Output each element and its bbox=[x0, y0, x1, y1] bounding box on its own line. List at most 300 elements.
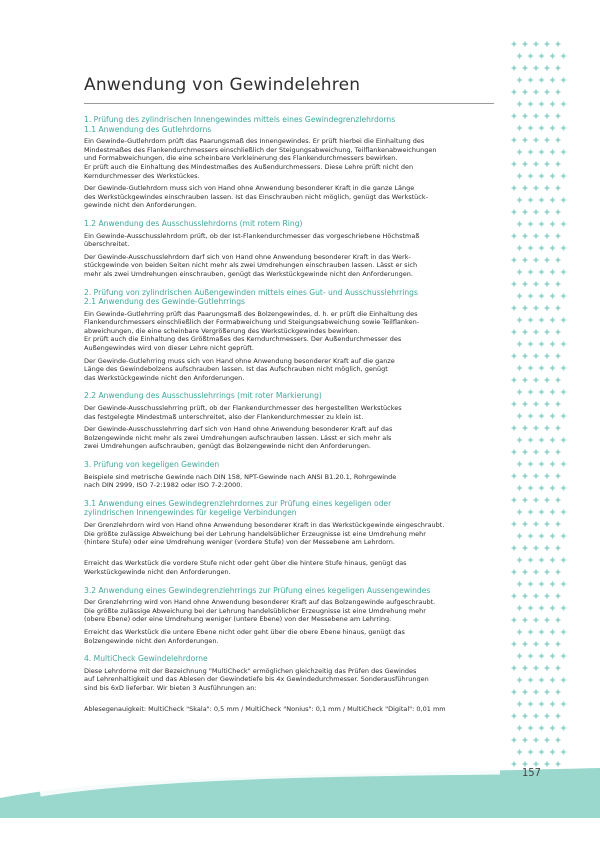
star-glyph bbox=[516, 557, 522, 563]
star-glyph bbox=[527, 437, 533, 443]
star-glyph bbox=[533, 617, 539, 623]
star-glyph bbox=[549, 749, 555, 755]
body-paragraph: Ein Gewinde-Ausschusslehrdorn prüft, ob der Ist-Flankendurchmesser das vorgeschriebene Höchstmaß überschreitet. bbox=[84, 231, 420, 249]
body-paragraph: Der Grenzlehrring wird von Hand ohne Anwendung besonderer Kraft auf das Bolzengewinde aufgeschraubt. Die größte zulässige Abweichung bei der Lehrung handelsüblicher Erzeugnisse ist eine Umdrehung mehr (obere Ebene) oder eine Umdrehung weniger (untere Ebene) von der Messebene am Lehrring. bbox=[84, 598, 436, 624]
star-glyph bbox=[544, 353, 550, 359]
star-glyph bbox=[522, 377, 528, 383]
star-glyph bbox=[527, 341, 533, 347]
star-glyph bbox=[533, 401, 539, 407]
star-glyph bbox=[527, 557, 533, 563]
star-glyph bbox=[544, 737, 550, 743]
body-paragraph: Ablesegenauigkeit: MultiCheck "Skala": 0,5 mm / MultiCheck "Nonius": 0,1 mm / MultiCheck "Digital": 0,01 mm bbox=[84, 705, 446, 714]
star-glyph bbox=[511, 353, 517, 359]
star-glyph bbox=[549, 725, 555, 731]
star-glyph bbox=[560, 293, 566, 299]
star-glyph bbox=[555, 449, 561, 455]
star-glyph bbox=[560, 461, 566, 467]
star-glyph bbox=[560, 341, 566, 347]
body-paragraph: Erreicht das Werkstück die untere Ebene nicht oder geht über die obere Ebene hinaus, genügt das Bolzengewinde nicht den Anforderungen. bbox=[84, 627, 405, 645]
star-glyph bbox=[538, 317, 544, 323]
star-glyph bbox=[544, 665, 550, 671]
star-glyph bbox=[549, 317, 555, 323]
star-glyph bbox=[516, 173, 522, 179]
star-glyph bbox=[527, 485, 533, 491]
star-glyph bbox=[538, 629, 544, 635]
star-glyph bbox=[527, 125, 533, 131]
star-glyph bbox=[544, 161, 550, 167]
star-glyph bbox=[533, 521, 539, 527]
star-glyph bbox=[511, 377, 517, 383]
star-glyph bbox=[555, 617, 561, 623]
star-glyph bbox=[549, 221, 555, 227]
star-glyph bbox=[560, 149, 566, 155]
star-glyph bbox=[549, 245, 555, 251]
star-glyph bbox=[538, 557, 544, 563]
star-glyph bbox=[511, 113, 517, 119]
star-glyph bbox=[511, 89, 517, 95]
star-glyph bbox=[555, 425, 561, 431]
star-glyph bbox=[544, 209, 550, 215]
star-glyph bbox=[522, 593, 528, 599]
star-glyph bbox=[522, 713, 528, 719]
star-glyph bbox=[522, 425, 528, 431]
star-glyph bbox=[522, 89, 528, 95]
star-glyph bbox=[549, 437, 555, 443]
star-glyph bbox=[538, 725, 544, 731]
star-glyph bbox=[533, 497, 539, 503]
star-glyph bbox=[538, 701, 544, 707]
star-glyph bbox=[555, 521, 561, 527]
star-glyph bbox=[560, 173, 566, 179]
star-glyph bbox=[560, 725, 566, 731]
star-glyph bbox=[516, 629, 522, 635]
star-glyph bbox=[527, 245, 533, 251]
star-glyph bbox=[555, 377, 561, 383]
star-glyph bbox=[538, 149, 544, 155]
star-glyph bbox=[544, 329, 550, 335]
star-glyph bbox=[527, 677, 533, 683]
star-glyph bbox=[549, 341, 555, 347]
star-glyph bbox=[516, 101, 522, 107]
star-glyph bbox=[555, 665, 561, 671]
star-glyph bbox=[555, 641, 561, 647]
star-glyph bbox=[522, 401, 528, 407]
star-glyph bbox=[538, 101, 544, 107]
star-glyph bbox=[538, 605, 544, 611]
star-glyph bbox=[522, 329, 528, 335]
star-glyph bbox=[538, 125, 544, 131]
star-glyph bbox=[538, 245, 544, 251]
star-glyph bbox=[516, 605, 522, 611]
star-glyph bbox=[522, 641, 528, 647]
star-glyph bbox=[516, 413, 522, 419]
star-glyph bbox=[555, 329, 561, 335]
body-paragraph: Diese Lehrdorne mit der Bezeichnung "MultiCheck" ermöglichen gleichzeitig das Prüfen des Gewindes auf Lehrenhaltigkeit und das Ablesen der Gewindetiefe bis 4x Gewindedurchmesser. Sonderausführungen sind bis 6xD lieferbar. Wir bieten 3 Ausführungen an: bbox=[84, 666, 429, 692]
star-glyph bbox=[527, 101, 533, 107]
star-glyph bbox=[555, 41, 561, 47]
star-glyph bbox=[516, 77, 522, 83]
star-glyph bbox=[555, 161, 561, 167]
star-glyph bbox=[527, 629, 533, 635]
star-glyph bbox=[549, 53, 555, 59]
star-glyph bbox=[527, 269, 533, 275]
star-glyph bbox=[511, 209, 517, 215]
star-glyph bbox=[511, 737, 517, 743]
star-glyph bbox=[533, 449, 539, 455]
star-glyph bbox=[533, 569, 539, 575]
star-glyph bbox=[544, 713, 550, 719]
star-glyph bbox=[555, 497, 561, 503]
star-glyph bbox=[522, 305, 528, 311]
star-glyph bbox=[538, 461, 544, 467]
section-heading-1: 1. Prüfung des zylindrischen Innengewindes mittels eines Gewindegrenzlehrdorns 1.1 Anwendung des Gutlehrdorns bbox=[84, 115, 396, 134]
star-glyph bbox=[522, 41, 528, 47]
star-glyph bbox=[549, 293, 555, 299]
star-glyph bbox=[544, 497, 550, 503]
star-glyph bbox=[560, 437, 566, 443]
star-glyph bbox=[516, 317, 522, 323]
star-glyph bbox=[560, 197, 566, 203]
section-heading-3-1: 3.1 Anwendung eines Gewindegrenzlehrdornes zur Prüfung eines kegeligen oder zylindrischen Innengewindes für kegelige Verbindungen bbox=[84, 498, 392, 518]
body-paragraph: Ein Gewinde-Gutlehrring prüft das Paarungsmaß des Bolzengewindes, d. h. er prüft die Einhaltung des Flankendurchmessers einschließlich der Formabweichung und Steigungsabweichung sowie Teilflanken- abweichungen, die eine scheinbare Vergrößerung des Werkstückgewindes bewirken. Er prüft auch die Einhaltung des Größtmaßes des Kerndurchmessers. Der Außendurchmesser des Außengewindes wird von dieser Lehre nicht geprüft. bbox=[84, 309, 420, 353]
star-glyph bbox=[549, 101, 555, 107]
star-glyph bbox=[555, 473, 561, 479]
star-glyph bbox=[538, 749, 544, 755]
star-glyph bbox=[544, 545, 550, 551]
star-glyph bbox=[516, 269, 522, 275]
star-glyph bbox=[533, 689, 539, 695]
star-glyph bbox=[538, 389, 544, 395]
star-glyph bbox=[533, 281, 539, 287]
star-glyph bbox=[560, 509, 566, 515]
star-glyph bbox=[560, 101, 566, 107]
star-glyph bbox=[549, 269, 555, 275]
star-glyph bbox=[549, 125, 555, 131]
star-glyph bbox=[527, 581, 533, 587]
star-glyph bbox=[549, 389, 555, 395]
star-glyph bbox=[538, 293, 544, 299]
star-glyph bbox=[544, 65, 550, 71]
star-glyph bbox=[544, 305, 550, 311]
star-glyph bbox=[533, 353, 539, 359]
star-glyph bbox=[544, 185, 550, 191]
decorative-bottom-wave bbox=[0, 758, 600, 818]
star-glyph bbox=[527, 533, 533, 539]
star-glyph bbox=[538, 677, 544, 683]
star-glyph bbox=[527, 461, 533, 467]
star-glyph bbox=[511, 713, 517, 719]
star-glyph bbox=[516, 677, 522, 683]
star-glyph bbox=[511, 497, 517, 503]
star-glyph bbox=[527, 389, 533, 395]
star-glyph bbox=[522, 137, 528, 143]
star-glyph bbox=[527, 197, 533, 203]
section-heading-2: 2. Prüfung von zylindrischen Außengewinden mittels eines Gut- und Ausschusslehrrings 2.1 Anwendung des Gewinde-Gutlehrrings bbox=[84, 287, 418, 307]
star-glyph bbox=[511, 689, 517, 695]
star-glyph bbox=[511, 137, 517, 143]
decorative-star-pattern bbox=[508, 38, 568, 818]
star-glyph bbox=[544, 377, 550, 383]
star-glyph bbox=[549, 629, 555, 635]
star-glyph bbox=[538, 77, 544, 83]
star-glyph bbox=[516, 461, 522, 467]
star-glyph bbox=[533, 305, 539, 311]
star-glyph bbox=[511, 521, 517, 527]
star-glyph bbox=[560, 533, 566, 539]
star-glyph bbox=[544, 233, 550, 239]
star-glyph bbox=[538, 341, 544, 347]
section-heading-3-2: 3.2 Anwendung eines Gewindegrenzlehrrings zur Prüfung eines kegeligen Aussengewindes bbox=[84, 585, 431, 595]
star-glyph bbox=[538, 485, 544, 491]
star-glyph bbox=[533, 161, 539, 167]
star-glyph bbox=[511, 305, 517, 311]
star-glyph bbox=[516, 389, 522, 395]
star-glyph bbox=[538, 221, 544, 227]
star-glyph bbox=[533, 233, 539, 239]
star-glyph bbox=[522, 185, 528, 191]
star-glyph bbox=[555, 737, 561, 743]
star-glyph bbox=[549, 461, 555, 467]
star-glyph bbox=[511, 641, 517, 647]
star-glyph bbox=[516, 533, 522, 539]
star-glyph bbox=[555, 233, 561, 239]
star-glyph bbox=[522, 545, 528, 551]
star-glyph bbox=[511, 665, 517, 671]
star-glyph bbox=[527, 749, 533, 755]
star-glyph bbox=[527, 605, 533, 611]
star-glyph bbox=[511, 401, 517, 407]
star-glyph bbox=[560, 389, 566, 395]
page-number: 157 bbox=[522, 766, 541, 779]
star-glyph bbox=[511, 161, 517, 167]
star-glyph bbox=[533, 593, 539, 599]
star-glyph bbox=[549, 533, 555, 539]
star-glyph bbox=[516, 197, 522, 203]
star-glyph bbox=[533, 137, 539, 143]
star-glyph bbox=[549, 677, 555, 683]
star-glyph bbox=[533, 113, 539, 119]
body-paragraph: Ein Gewinde-Gutlehrdorn prüft das Paarungsmaß des Innengewindes. Er prüft hierbei die Einhaltung des Mindestmaßes des Flankendurchmessers einschließlich der Steigungsabweichung, Teilflankenabweichungen und Formabweichungen, die eine scheinbare Verkleinerung des Flankendurchmessers bewirken. Er prüft auch die Einhaltung des Mindestmaßes des Außendurchmessers. Diese Lehre prüft nicht den Kerndurchmesser des Werkstückes. bbox=[84, 137, 437, 180]
section-heading-4: 4. MultiCheck Gewindelehrdorne bbox=[84, 654, 208, 664]
star-glyph bbox=[560, 749, 566, 755]
star-glyph bbox=[544, 41, 550, 47]
star-glyph bbox=[516, 149, 522, 155]
star-glyph bbox=[533, 329, 539, 335]
star-glyph bbox=[516, 509, 522, 515]
star-glyph bbox=[538, 365, 544, 371]
star-glyph bbox=[555, 281, 561, 287]
star-glyph bbox=[511, 545, 517, 551]
star-glyph bbox=[522, 233, 528, 239]
star-glyph bbox=[549, 197, 555, 203]
star-glyph bbox=[560, 221, 566, 227]
star-glyph bbox=[555, 185, 561, 191]
star-glyph bbox=[555, 137, 561, 143]
body-paragraph: Beispiele sind metrische Gewinde nach DIN 158, NPT-Gewinde nach ANSI B1.20.1, Rohrgewinde nach DIN 2999, ISO 7-2:1982 oder ISO 7-2:2000. bbox=[84, 472, 397, 490]
star-glyph bbox=[533, 737, 539, 743]
star-glyph bbox=[560, 629, 566, 635]
star-glyph bbox=[522, 353, 528, 359]
body-paragraph: Der Gewinde-Gutlehrring muss sich von Hand ohne Anwendung besonderer Kraft auf die ganze Länge des Gewindebolzens aufschrauben lassen. Ist das Aufschrauben nicht möglich, genügt das Werkstückgewinde nicht den Anforderungen. bbox=[84, 356, 395, 382]
star-glyph bbox=[527, 701, 533, 707]
star-glyph bbox=[522, 665, 528, 671]
star-glyph bbox=[533, 713, 539, 719]
section-heading-3: 3. Prüfung von kegeligen Gewinden bbox=[84, 460, 220, 469]
star-glyph bbox=[516, 725, 522, 731]
star-glyph bbox=[544, 113, 550, 119]
star-glyph bbox=[533, 641, 539, 647]
star-glyph bbox=[522, 497, 528, 503]
star-glyph bbox=[538, 437, 544, 443]
star-glyph bbox=[538, 173, 544, 179]
star-glyph bbox=[560, 557, 566, 563]
star-glyph bbox=[522, 617, 528, 623]
star-glyph bbox=[549, 509, 555, 515]
star-glyph bbox=[555, 353, 561, 359]
star-glyph bbox=[511, 65, 517, 71]
star-glyph bbox=[522, 521, 528, 527]
star-glyph bbox=[522, 161, 528, 167]
body-paragraph: Der Grenzlehrdorn wird von Hand ohne Anwendung besonderer Kraft in das Werkstückgewinde eingeschraubt. Die größte zulässige Abweichung bei der Lehrung handelsüblicher Erzeugnisse ist eine Umdrehung mehr (hintere Stufe) oder eine Umdrehung weniger (vordere Stufe) von der Messebene am Lehrdorn. bbox=[84, 520, 445, 547]
star-glyph bbox=[533, 665, 539, 671]
star-glyph bbox=[555, 113, 561, 119]
star-glyph bbox=[522, 449, 528, 455]
star-glyph bbox=[544, 521, 550, 527]
star-glyph bbox=[560, 653, 566, 659]
star-glyph bbox=[516, 485, 522, 491]
star-glyph bbox=[527, 293, 533, 299]
star-glyph bbox=[560, 53, 566, 59]
star-glyph bbox=[527, 53, 533, 59]
star-glyph bbox=[527, 509, 533, 515]
star-glyph bbox=[527, 413, 533, 419]
star-glyph bbox=[516, 125, 522, 131]
section-heading-2-2: 2.2 Anwendung des Ausschusslehrrings (mit roter Markierung) bbox=[84, 391, 322, 401]
star-glyph bbox=[544, 689, 550, 695]
star-glyph bbox=[533, 185, 539, 191]
star-glyph bbox=[549, 701, 555, 707]
star-glyph bbox=[549, 413, 555, 419]
star-glyph bbox=[522, 737, 528, 743]
star-glyph bbox=[511, 281, 517, 287]
star-glyph bbox=[511, 473, 517, 479]
star-glyph bbox=[544, 569, 550, 575]
star-glyph bbox=[516, 749, 522, 755]
star-glyph bbox=[555, 305, 561, 311]
star-glyph bbox=[527, 149, 533, 155]
star-glyph bbox=[544, 617, 550, 623]
star-glyph bbox=[544, 257, 550, 263]
document-body bbox=[84, 115, 494, 718]
star-glyph bbox=[560, 269, 566, 275]
star-glyph bbox=[522, 113, 528, 119]
star-glyph bbox=[544, 449, 550, 455]
star-glyph bbox=[516, 341, 522, 347]
star-glyph bbox=[533, 41, 539, 47]
star-glyph bbox=[511, 569, 517, 575]
star-glyph bbox=[560, 125, 566, 131]
star-glyph bbox=[516, 581, 522, 587]
star-glyph bbox=[533, 209, 539, 215]
star-glyph bbox=[533, 89, 539, 95]
star-glyph bbox=[549, 485, 555, 491]
star-glyph bbox=[549, 149, 555, 155]
body-paragraph: Der Gewinde-Gutlehrdorn muss sich von Hand ohne Anwendung besonderer Kraft in die ganze Länge des Werkstückgewindes einschrauben lassen. Ist das Einschrauben nicht möglich, genügt das Werkstück- gewinde nicht den Anforderungen. bbox=[84, 184, 428, 210]
star-glyph bbox=[544, 401, 550, 407]
body-paragraph: Der Gewinde-Ausschusslehrdorn darf sich von Hand ohne Anwendung besonderer Kraft in das Werk- stückgewinde von beiden Seiten nicht mehr als zwei Umdrehungen einschrauben lassen. Lässt er sich mehr als zwei Umdrehungen einschrauben, genügt das Werkstückgewinde nicht den Anforderungen. bbox=[84, 252, 418, 278]
star-glyph bbox=[511, 329, 517, 335]
star-glyph bbox=[560, 365, 566, 371]
star-glyph bbox=[544, 89, 550, 95]
star-glyph bbox=[538, 413, 544, 419]
star-glyph bbox=[549, 581, 555, 587]
body-paragraph: Der Gewinde-Ausschusslehrring prüft, ob der Flankendurchmesser des hergestellten Werkstückes das festgelegte Mindestmaß unterschreitet, also der Flankendurchmesser zu klein ist. bbox=[84, 404, 402, 421]
star-glyph bbox=[538, 197, 544, 203]
star-glyph bbox=[527, 317, 533, 323]
star-glyph bbox=[538, 581, 544, 587]
star-glyph bbox=[527, 77, 533, 83]
star-glyph bbox=[533, 473, 539, 479]
star-glyph bbox=[549, 653, 555, 659]
star-glyph bbox=[516, 365, 522, 371]
star-glyph bbox=[538, 53, 544, 59]
page-title: Anwendung von Gewindelehren bbox=[84, 75, 361, 95]
body-paragraph: Erreicht das Werkstück die vordere Stufe nicht oder geht über die hintere Stufe hinaus, genügt das Werkstückgewinde nicht den Anforderungen. bbox=[84, 559, 407, 576]
star-glyph bbox=[527, 365, 533, 371]
star-glyph bbox=[544, 473, 550, 479]
body-paragraph: Der Gewinde-Ausschusslehrring darf sich von Hand ohne Anwendung besonderer Kraft auf das Bolzengewinde nicht mehr als zwei Umdrehungen aufschrauben lassen. Lässt er sich mehr als zwei Umdrehungen aufschrauben, genügt das Bolzengewinde nicht den Anforderungen. bbox=[84, 425, 393, 451]
star-glyph bbox=[516, 437, 522, 443]
star-glyph bbox=[533, 545, 539, 551]
star-glyph bbox=[522, 569, 528, 575]
star-glyph bbox=[516, 245, 522, 251]
star-glyph bbox=[560, 413, 566, 419]
star-glyph bbox=[560, 581, 566, 587]
star-glyph bbox=[533, 65, 539, 71]
star-glyph bbox=[560, 245, 566, 251]
star-glyph bbox=[538, 533, 544, 539]
star-glyph bbox=[522, 257, 528, 263]
star-glyph bbox=[527, 221, 533, 227]
star-glyph bbox=[560, 317, 566, 323]
star-glyph bbox=[549, 173, 555, 179]
star-glyph bbox=[555, 545, 561, 551]
star-glyph bbox=[560, 677, 566, 683]
star-glyph bbox=[560, 77, 566, 83]
star-glyph bbox=[544, 593, 550, 599]
star-glyph bbox=[538, 509, 544, 515]
star-glyph bbox=[511, 449, 517, 455]
star-glyph bbox=[555, 257, 561, 263]
star-glyph bbox=[549, 605, 555, 611]
star-glyph bbox=[511, 593, 517, 599]
star-glyph bbox=[527, 725, 533, 731]
star-glyph bbox=[511, 185, 517, 191]
star-glyph bbox=[555, 569, 561, 575]
star-glyph bbox=[544, 137, 550, 143]
section-heading-1-2: 1.2 Anwendung des Ausschusslehrdorns (mit rotem Ring) bbox=[84, 218, 303, 228]
star-glyph bbox=[516, 293, 522, 299]
star-glyph bbox=[555, 89, 561, 95]
star-glyph bbox=[555, 713, 561, 719]
title-divider bbox=[84, 103, 494, 104]
star-glyph bbox=[560, 485, 566, 491]
star-glyph bbox=[555, 401, 561, 407]
star-glyph bbox=[511, 257, 517, 263]
star-glyph bbox=[522, 65, 528, 71]
star-glyph bbox=[527, 653, 533, 659]
star-glyph bbox=[560, 701, 566, 707]
